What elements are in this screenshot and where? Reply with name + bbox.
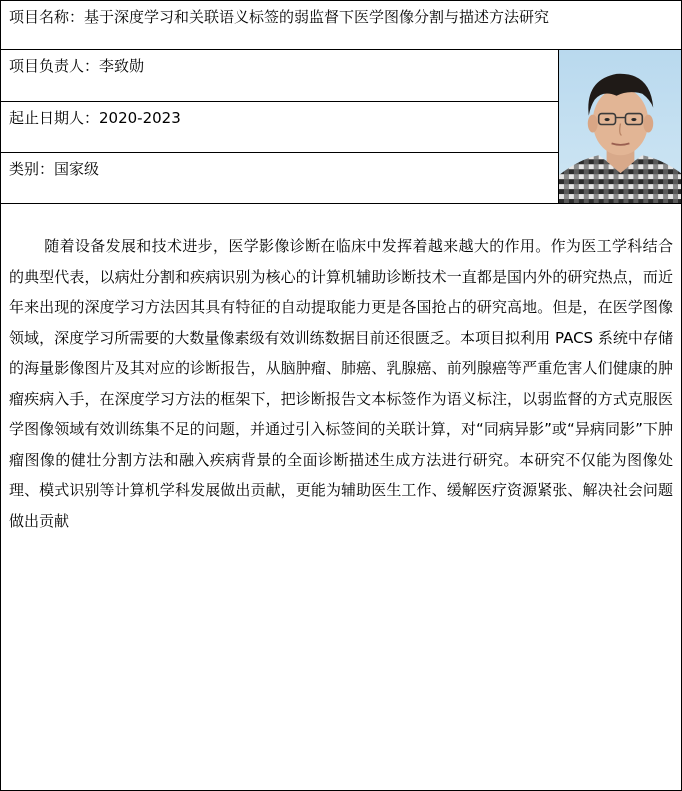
- project-period: 起止日期人：2020-2023: [9, 109, 181, 127]
- project-title: 项目名称：基于深度学习和关联语义标签的弱监督下医学图像分割与描述方法研究: [9, 8, 550, 26]
- portrait-image: [559, 50, 681, 203]
- leader-portrait-photo: [558, 50, 681, 204]
- project-category: 类别：国家级: [9, 160, 100, 178]
- project-leader: 项目负责人：李致勋: [9, 57, 145, 75]
- project-description: 随着设备发展和技术进步，医学影像诊断在临床中发挥着越来越大的作用。作为医工学科结合的典型代表，以病灶分割和疾病识别为核心的计算机辅助诊断技术一直都是国内外的研究热点，而近年来出现的深度学习方法因其具有特征的自动提取能力更是各国抢占的研究高地。但是，在医学图像领域，深度学习所需要的大数量像素级有效训练数据目前还很匮乏。本项目拟利用 PACS 系统中存储的海量影像图片及其对应的诊断报告，从脑肿瘤、肺癌、乳腺癌、前列腺癌等严重危害人们健康的肿瘤疾病入手，在深度学习方法的框架下，把诊断报告文本标签作为语义标注，以弱监督的方式克服医学图像领域有效训练集不足的问题，并通过引入标签间的关联计算，对“同病异影”或“异病同影”下肿瘤图像的健壮分割方法和融入疾病背景的全面诊断描述生成方法进行研究。本研究不仅能为图像处理、模式识别等计算机学科发展做出贡献，更能为辅助医生工作、缓解医疗资源紧张、解决社会问题做出贡献: [9, 237, 673, 530]
- project-leader-row: [1, 50, 558, 102]
- project-period-row: [1, 102, 558, 153]
- project-category-row: [1, 153, 558, 204]
- project-title-row: [1, 1, 681, 50]
